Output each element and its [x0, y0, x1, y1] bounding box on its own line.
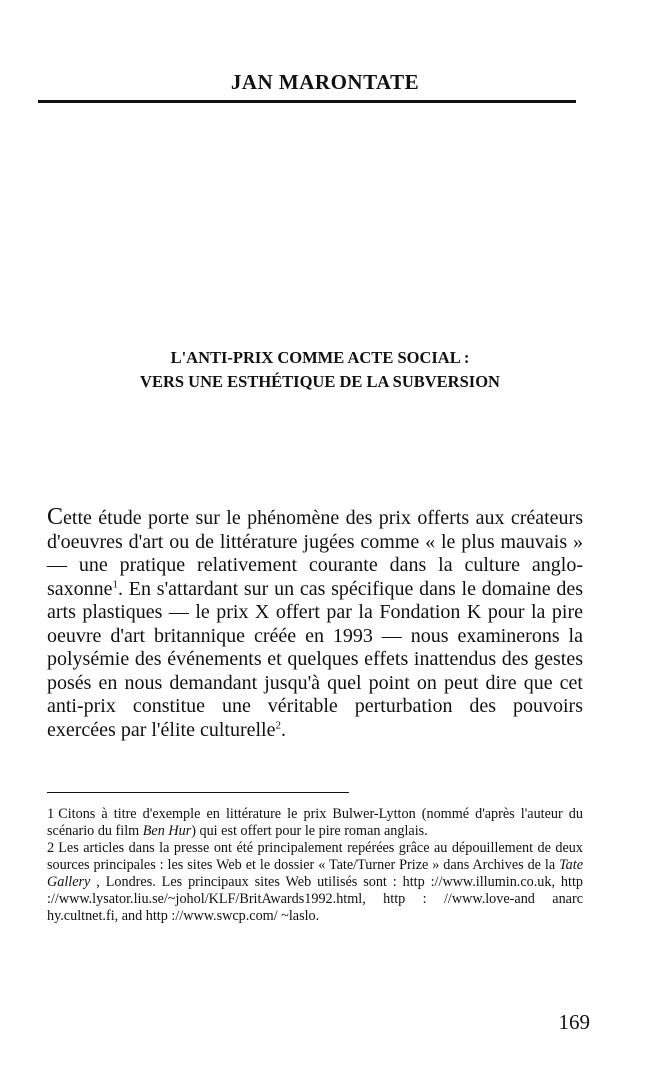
body-text-part-2: . En s'attardant sur un cas spécifique dans le domaine des arts plastiques — le prix X offert par la Fondation K pour la pire oeuvre d'art britannique créée en 1993 — nous examinerons la polysémie des événements et quelques effets inattendus des gestes posés en nous demandant jusqu'à quel point on peut dire que cet anti-prix constitue une véritable perturbation des pouvoirs exercées par l'élite culturelle — [47, 577, 583, 741]
body-paragraph — [47, 506, 583, 742]
footnote-text: Citons à titre d'exemple en littérature le prix Bulwer-Lytton (nommé d'après l'auteur du scénario du film — [47, 806, 583, 839]
drop-cap: C — [47, 504, 64, 530]
running-head-author: JAN MARONTATE — [230, 70, 420, 94]
footnote-italic-title: Ben Hur — [142, 823, 192, 839]
footnotes — [47, 806, 583, 925]
body-text-part-1: ette étude porte sur le phénomène des prix offerts aux créateurs d'oeuvres d'art ou de littérature jugées comme « le plus mauvais » — une pratique relativement courante dans la culture anglo-saxonne — [47, 507, 583, 600]
footnote-text: Les articles dans la presse ont été principalement repérées grâce au dépouillement de deux sources principales : les sites Web et le dossier « Tate/Turner Prize » dans Archives de la — [47, 840, 583, 873]
footnote-ref-1: 1 — [112, 577, 119, 590]
footnote-number: 2 — [47, 840, 55, 856]
body-text-part-3: . — [280, 718, 286, 741]
article-title — [60, 346, 580, 394]
footnote-rule — [47, 792, 349, 793]
footnote-italic-title: Tate Gallery — [47, 857, 583, 890]
header-rule — [38, 100, 576, 103]
footnote-text: , Londres. Les principaux sites Web utilisés sont : http ://www.illumin.co.uk, http ://www.lysator.liu.se/~johol/KLF/BritAwards1992.html, http : //www.love-and anarc hy.cultnet.fi, and http ://www.swcp.com/ ~laslo. — [47, 874, 583, 924]
footnote-text: ) qui est offert pour le pire roman anglais. — [191, 823, 428, 839]
page-number: 169 — [558, 1010, 590, 1034]
footnote-2 — [47, 840, 583, 925]
article-title-line-1: L'ANTI-PRIX COMME ACTE SOCIAL : — [170, 348, 470, 367]
footnote-ref-2: 2 — [275, 718, 281, 731]
article-title-line-2: VERS UNE ESTHÉTIQUE DE LA SUBVERSION — [140, 372, 500, 391]
footnote-1 — [47, 806, 583, 840]
footnote-number: 1 — [47, 806, 55, 822]
